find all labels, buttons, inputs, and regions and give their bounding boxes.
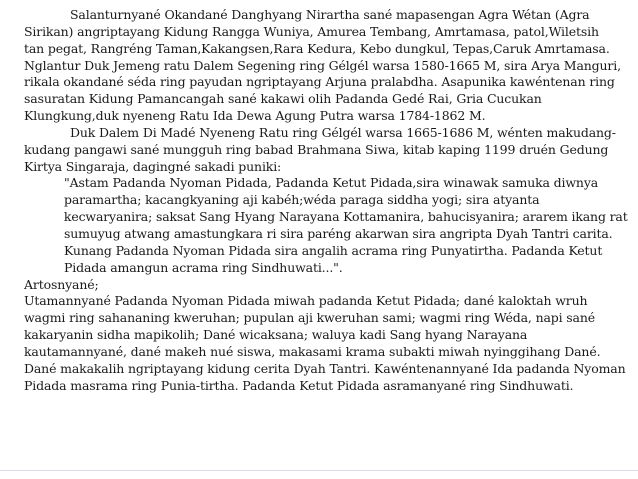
paragraph-1-line: Salanturnyané Okandané Danghyang Nirartha sané mapasengan Agra Wétan (Agra bbox=[70, 7, 590, 22]
quote-line: paramartha; kacangkyaning aji kabéh;wéda paraga siddha yogi; sira atyanta bbox=[64, 192, 540, 208]
paragraph-1-line: sasuratan Kidung Pamancangah sané kakawi olih Padanda Gedé Rai, Gria Cucukan bbox=[24, 91, 542, 107]
quote-line: kecwaryanira; saksat Sang Hyang Narayana Kottamanira, bahucisyanira; ararem ikang rat bbox=[63, 209, 628, 225]
paragraph-2-line: Duk Dalem Di Madé Nyeneng Ratu ring Gélgél warsa 1665-1686 M, wénten makudang- bbox=[70, 124, 616, 140]
page-bottom-divider bbox=[0, 470, 638, 471]
paragraph-1-line: rikala okandané séda ring payudan ngriptayang Arjuna pralabdha. Asapunika kawéntenan ring bbox=[24, 74, 615, 90]
paragraph-3-line: kakaryanin sidha mapikolih; Dané wicaksana; waluya kadi Sang hyang Narayana bbox=[24, 327, 528, 343]
quote-line: Kunang Padanda Nyoman Pidada sira angalih acrama ring Punyatirtha. Padanda Ketut bbox=[64, 242, 603, 258]
paragraph-2-line: Kirtya Singaraja, dagingné sakadi puniki: bbox=[24, 158, 282, 174]
paragraph-1-line: Nglantur Duk Jemeng ratu Dalem Segening ring Gélgél warsa 1580-1665 M, sira Arya Manguri, bbox=[24, 57, 621, 73]
paragraph-3-line: Pidada masrama ring Punia-tirtha. Padanda Ketut Pidada asramanyané ring Sindhuwati. bbox=[24, 377, 574, 393]
paragraph-3-line: kautamannyané, dané makeh nué siswa, makasami krama subakti miwah nyinggihang Dané. bbox=[24, 343, 601, 359]
quote-line: sumuyug atwang amastungkara ri sira paréng akarwan sira angripta Dyah Tantri carita. bbox=[64, 225, 613, 241]
translation-heading: Artosnyané; bbox=[24, 276, 99, 292]
paragraph-3-line: wagmi ring sahananing kweruhan; pupulan aji kweruhan sami; wagmi ring Wéda, napi sané bbox=[24, 310, 596, 326]
paragraph-2-line: kudang pangawi sané mungguh ring babad Brahmana Siwa, kitab kaping 1199 druén Gedung bbox=[24, 141, 609, 157]
paragraph-1-line: Sirikan) angriptayang Kidung Rangga Wuniya, Amurea Tembang, Amrtamasa, patol,Wiletsih bbox=[24, 23, 599, 39]
quote-line: Pidada amangun acrama ring Sindhuwati...". bbox=[64, 259, 343, 275]
quote-line: "Astam Padanda Nyoman Pidada, Padanda Ketut Pidada,sira winawak samuka diwnya bbox=[64, 175, 599, 191]
paragraph-1-line: tan pegat, Rangréng Taman,Kakangsen,Rara Kedura, Kebo dungkul, Tepas,Caruk Amrtamasa. bbox=[24, 40, 610, 56]
paragraph-3-line: Utamannyané Padanda Nyoman Pidada miwah padanda Ketut Pidada; dané kaloktah wruh bbox=[24, 293, 588, 309]
paragraph-3-line: Dané makakalih ngriptayang kidung cerita Dyah Tantri. Kawéntenannyané Ida padanda Nyoman bbox=[24, 360, 626, 376]
paragraph-1-line: Klungkung,duk nyeneng Ratu Ida Dewa Agung Putra warsa 1784-1862 M. bbox=[24, 108, 486, 124]
document-body bbox=[24, 7, 628, 394]
